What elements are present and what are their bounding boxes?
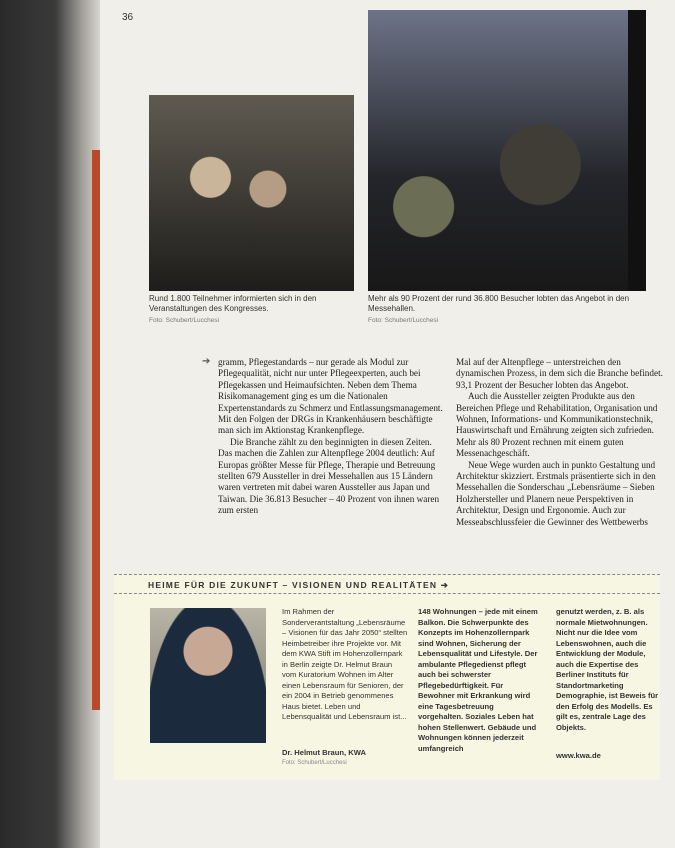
photo-caption-right: Mehr als 90 Prozent der rund 36.800 Besucher lobten das Angebot in den Messehallen. [368,294,630,313]
arrow-icon: ➔ [440,580,450,590]
article-column-2 [456,357,664,528]
box-divider [114,593,660,594]
box-column-3: genutzt werden, z. B. als normale Mietwohnungen. Nicht nur die Idee vom Lebenswohnen, auch die Entwicklung der Module, auch die Expertise des Berliner Instituts für Standortmarketing Demographie, ist Beweis für den Erfolg des Modells. Es gilt es, zentrale Lage des Objekts. [556,607,659,732]
article-paragraph: gramm, Pflegestandards – nur gerade als Modul zur Pflegequalität, nicht nur unter Pflegeexperten, auch bei Pflegekassen und Heimaufsichten. Neben dem Thema Risikomanagement ging es um die Nationalen Expertenstandards zu Schmerz und Entlassungsmanagement. Mit den Folgen der DRGs in Krankenhäusern beschäftigte man sich im Aktionstag Krankenpflege. [218,357,443,436]
box-signature-credit: Foto: Schubert/Lucchesi [282,760,347,766]
page-number: 36 [122,12,134,23]
photo-caption-left: Rund 1.800 Teilnehmer informierten sich in den Veranstaltungen des Kongresses. [149,294,317,313]
article-paragraph: Auch die Aussteller zeigten Produkte aus den Bereichen Pflege und Rehabilitation, Organisation und Wohnen, Informations- und Kommunikationstechnik, Hauswirtschaft und Ernährung zeigten sich zufrieden. Mehr als 80 Prozent rechnen mit einem guten Messenachgeschäft. [456,391,658,459]
book-binding [0,0,100,848]
page-edge-marker [92,150,100,710]
article-column-1 [218,357,444,517]
sidebar-box [114,574,660,780]
photo-credit-left: Foto: Schubert/Lucchesi [149,317,220,324]
box-column-1: Im Rahmen der Sonderverantstaltung „Lebensräume – Visionen für das Jahr 2050“ stellten Heimbetreiber ihre Projekte vor. Mit dem KWA Stift im Hohenzollernpark in Berlin zeigte Dr. Helmut Braun vom Kuratorium Wohnen im Alter einen Lebensraum für Senioren, der ein 2004 in Betrieb genommenes Haus bietet. Leben und Lebensqualität und Lebensraum ist... [282,607,408,721]
magazine-page [100,0,675,848]
portrait-photo [150,608,266,743]
box-signature: Dr. Helmut Braun, KWA [282,748,366,757]
photo-congress-audience [149,95,354,291]
article-paragraph: Die Branche zählt zu den beginnigten in diesen Zeiten. Das machen die Zahlen zur Altenpflege 2004 deutlich: Auf Europas größter Messe für Pflege, Therapie und Betreuung stellten 679 Aussteller in drei Messehallen aus 15 Ländern waren vertreten mit dabei waren Aussteller aus Japan und Taiwan. Die 36.813 Besucher – 40 Prozent von ihnen waren zum ersten [218,436,440,516]
box-url-link[interactable]: www.kwa.de [556,751,601,760]
article-paragraph: Neue Wege wurden auch in punkto Gestaltung und Architektur skizziert. Erstmals präsentierte sich in den Messehallen die Sonderschau „Lebensräume – Sieben Holzhersteller und Planern neue Perspektiven in Architektur, Design und Ergonomie. Auch zur Messeabschlussfeier die Gewinner des Wettbewerbs [456,459,656,527]
box-divider [114,574,660,575]
photo-credit-right: Foto: Schubert/Lucchesi [368,317,439,324]
article-paragraph: Mal auf der Altenpflege – unterstreichen den dynamischen Prozess, in dem sich die Branche befindet. 93,1 Prozent der Besucher lobten das Angebot. [456,357,663,390]
photo-exhibition-hall [368,10,646,291]
box-heading: HEIME FÜR DIE ZUKUNFT – VISIONEN UND REALITÄTEN ➔ [148,580,450,590]
continuation-arrow-icon: ➔ [202,356,211,367]
box-column-2: 148 Wohnungen – jede mit einem Balkon. Die Schwerpunkte des Konzepts im Hohenzollernpark sind Wohnen, Sicherung der Lebensqualität und Lifestyle. Der ambulante Pflegedienst pflegt auch bei schwerster Pflegebedürftigkeit. Für Bewohner mit Erkrankung wird eine Tagesbetreuung vorgehalten. Soziales Leben hat hohen Stellenwert. Gebäude und Wohnungen können jederzeit umfangreich [418,607,538,753]
